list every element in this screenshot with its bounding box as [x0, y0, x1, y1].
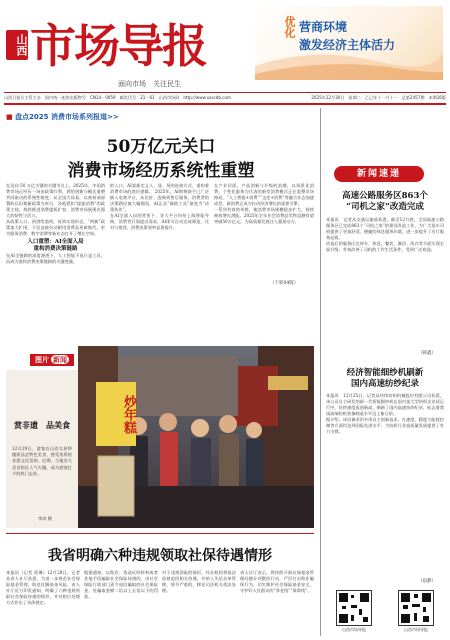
news-photo	[78, 346, 314, 528]
sidebar-news2-author: （宿静）	[418, 579, 436, 584]
photo-caption-text: 12月29日，游客在山西太原钟楼街品尝特色美食，感受浓厚的非遗文化氛围。近期，当地各大美食街区人气火爆，成为游客打卡的热门去处。	[12, 446, 72, 476]
article2-headline: 我省明确六种违规领取社保待遇情形	[48, 548, 272, 564]
article2-col-2: 根据通知，以欺诈、伪造证明材料或者其他手段骗取社会保险待遇的，由社会保险行政部门责令退回骗取的社会保险金，处骗取金额二倍以上五倍以下的罚款。	[84, 570, 158, 599]
info-bar-bottom-rule	[4, 103, 446, 105]
sidebar-news2-body: 本报讯 12月25日，记者从经纬纺织机械股份有限公司获悉，该公司自主研发的新一代智能细纱机在国内某大型纺织企业试运行中，纺纱速度再创新高，刷新了国内高速纺纱纪录，标志着我国高端纺机装备制造水平迈上新台阶。 据介绍，该设备采用多项自主创新技术，在速度、精度与能耗控制等方面均达到国际先进水平，为纺织行业高质量发展提供了有力支撑。	[326, 393, 444, 434]
info-bar	[4, 94, 446, 102]
stall-sign: 炒年糕	[96, 382, 136, 446]
ad-banner	[255, 6, 443, 80]
masthead-slogan: 面向市场 关注民生	[118, 80, 181, 88]
photo-news-header: 图片 新闻	[30, 354, 74, 366]
qr-code-1[interactable]	[336, 590, 372, 626]
ad-line1: 营商环境	[299, 20, 348, 34]
sidebar-news2-title: 经济智能细纱机刷新 国内高速纺纱纪录	[346, 368, 424, 389]
info-bar-top-rule	[4, 92, 446, 93]
ad-brand: 优化	[283, 16, 296, 38]
newspaper-title: 市场导报	[30, 19, 206, 73]
photo-caption-box	[6, 370, 78, 528]
qr-pattern-2	[399, 591, 433, 625]
article2-col-4: 省人社厅表示，将持续开展社保基金管理问题专项整治行动，严厉打击欺诈骗保行为，切实维护社会保险基金安全，守护好人民群众的“养老钱”“保命钱”。	[240, 570, 314, 593]
qr-label-2: 山西市场导报	[404, 627, 428, 632]
lead-col-3: 在产业层面，产品创新与升级的浪潮，以场景化消费、个性化服务为代表的新型消费模式正在重塑市场格局，“人工智能+消费”“文化+消费”等融合业态加速成型，新消费正成为拉动经济增长的重要引擎。 一系列有效的举措，使消费市场规模稳步扩大，持续释放增长潜能。2025年全年社会消费品零售总额有望突破50万亿元，为高质量发展注入强劲动力。	[214, 183, 314, 224]
masthead	[0, 0, 450, 88]
ad-line2: 激发经济主体活力	[299, 38, 396, 52]
lead-headline-1: 50万亿元关口	[106, 137, 216, 157]
info-bar-left: 山西日报社主管主办 国内统一连续出版物号：CN14－0059 邮发代号：21－61 山西市场网：http://www.sxscdb.com	[4, 95, 232, 100]
qr-code-2[interactable]	[398, 590, 434, 626]
lead-col-2: 的入口，AI重新定义人、货、场的连接方式，重构着消费市场的底层逻辑。 2025年，AI购物助手已广泛嵌入电商平台，从比价、选购到售后服务，消费者的决策路径被大幅缩短，AI正从“辅助工具”演变为“决策伙伴”。 在AI全面入局的背景下，各大平台纷纷上线智能导购，消费者只需提出需求，AI即可自动完成筛选、比对与推荐，消费决策效率显著提升。	[110, 183, 209, 230]
sidebar-news1-title: 高速公路服务区863个 “司机之家”改造完成	[342, 191, 428, 212]
sidebar-header: 新闻速递	[334, 166, 424, 182]
article2-rule	[6, 533, 314, 534]
qr-label-1: 山西市场导报	[342, 627, 366, 632]
photo-caption-title: 赏非遗 品美食	[14, 420, 70, 430]
sidebar-divider	[320, 108, 321, 636]
sidebar-news1-author: （韩鑫）	[418, 351, 436, 356]
lead-continued: （下转04版）	[270, 281, 299, 286]
lead-subhead: 入口重塑：AI全面入局 重构消费决策链路	[27, 239, 84, 252]
article2-col-1: 本报讯（记者 贾琳）12月28日，记者从省人社厅获悉，为进一步规范社会保险基金管理，防范化解基金风险，省人社厅近日印发通知，明确了六种违规领取社会保险待遇的情形，并对相应处理方式作出了具体规定。	[6, 570, 80, 605]
qr-pattern-1	[337, 591, 371, 625]
info-bar-right: 2025年12月30日 星期二 乙巳年十一月十一 总第2457期 本期16版	[311, 95, 446, 100]
column-tag: ■ 盘点2025 消费市场系列报道>>	[6, 113, 119, 121]
article2-col-3: 对于违规领取的情形，经办机构将依法依规追回相关待遇，并纳入失信名单管理，情节严重的，移送司法机关依法处理。	[162, 570, 236, 593]
logo-seal: 山西	[6, 30, 28, 60]
photo-credit: 李涛 摄	[38, 516, 52, 521]
sidebar-news1-body: 本报讯 记者从交通运输部获悉，截至12月底，全国高速公路服务区已完成863个“司机之家”的建设改造工作，为广大货车司机提供了更加舒适、便捷的休息服务环境，进一步提升了出行服务品质。 改造后的服务区在停车、休息、餐饮、淋浴、洗衣等方面实现全面升级，有效改善了司机的工作生活条件，受到广泛欢迎。	[326, 217, 444, 252]
lead-headline-2: 消费市场经历系统性重塑	[67, 161, 255, 181]
lead-col-1: 在迈向 50 万亿关键的关键节点上，2025年，中国消费市场正经历一场由政策红利、供给创新与模式重塑共同驱动的系统性蜕变。从全国大局看，以商务部部署的以旧换新政策为牵引，各地紧扣“提振消费”的政策主线，持续推进消费提质扩容，消费市场展现出强大的韧性与活力。 从政策入口，到供给重构，再到实现形态，“两新”政策加力扩围，不仅直接拉动耐用消费品更新换代，更为服务消费、数字消费等新业态打开了增长空间。 入口重塑：AI全面入局 重构消费决策链路 在AI全链路的深度渗透下，人工智能不再只是工具，而成为重构消费决策链路的关键变量。	[6, 183, 105, 264]
